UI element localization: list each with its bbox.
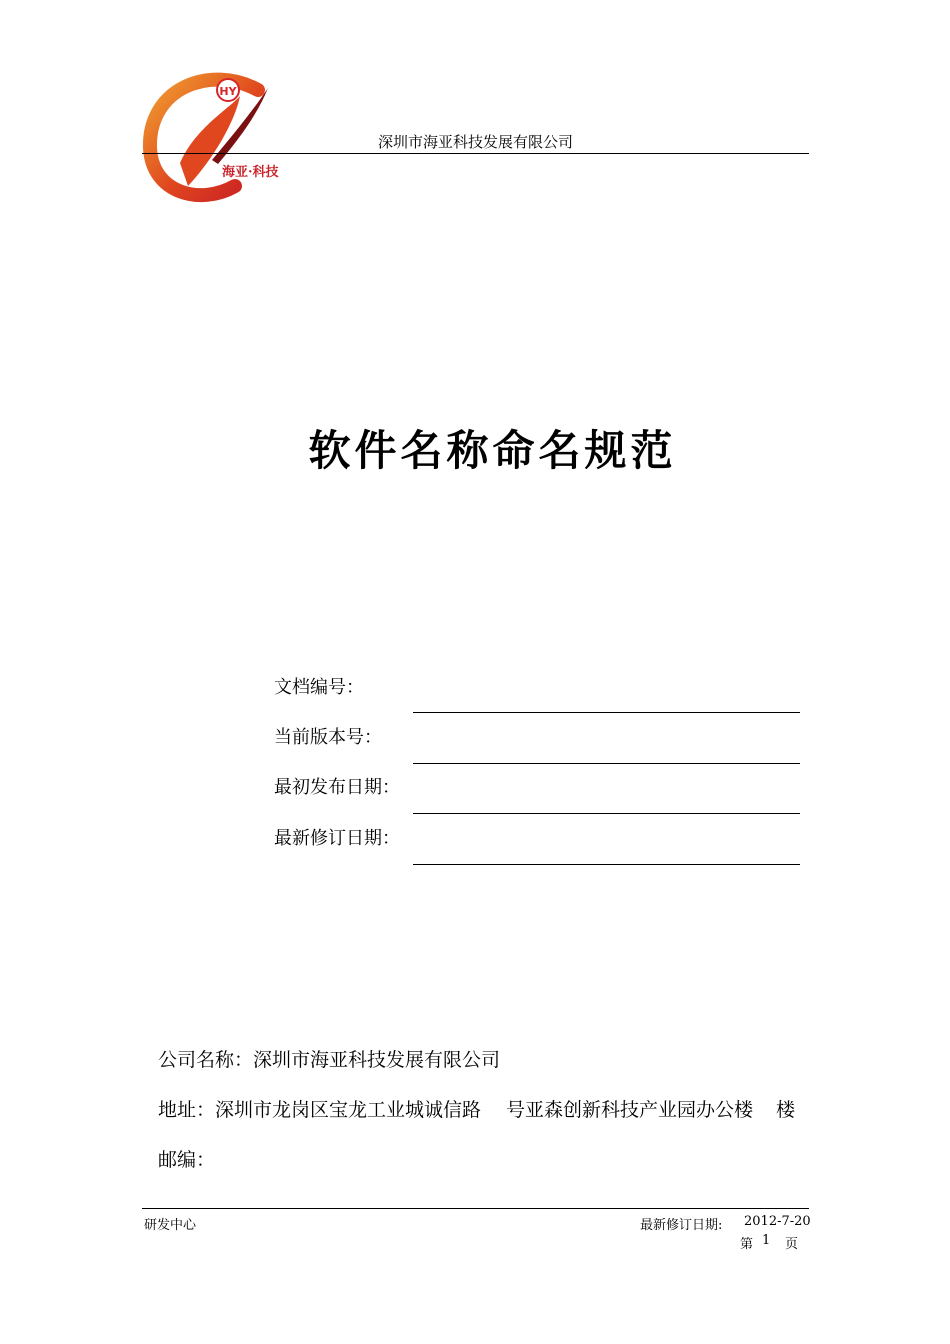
footer-page-number: 1	[762, 1233, 771, 1248]
address-part-floor: 楼	[776, 1099, 796, 1121]
field-line-initial-release-date	[413, 813, 800, 814]
header-rule	[142, 153, 809, 154]
address-part-building: 号亚森创新科技产业园办公楼	[506, 1099, 754, 1121]
footer-revision-label: 最新修订日期:	[640, 1218, 723, 1233]
hy-tech-logo-icon	[140, 68, 300, 208]
field-line-latest-revision-date	[413, 864, 800, 865]
logo-monogram: HY	[219, 85, 237, 98]
field-line-current-version	[413, 763, 800, 764]
document-title: 软件名称命名规范	[308, 426, 677, 475]
header-company-name: 深圳市海亚科技发展有限公司	[378, 133, 574, 151]
footer-department: 研发中心	[144, 1218, 197, 1233]
footer-page-prefix: 第	[740, 1237, 754, 1252]
field-label-doc-number: 文档编号：	[274, 677, 364, 698]
logo-wordmark: 海亚·科技	[222, 165, 279, 180]
field-label-initial-release-date: 最初发布日期：	[274, 777, 400, 798]
address-part-street: 地址：深圳市龙岗区宝龙工业城诚信路	[158, 1099, 482, 1121]
field-line-doc-number	[413, 712, 800, 713]
footer-page-suffix: 页	[785, 1237, 799, 1252]
company-logo	[140, 68, 300, 208]
field-label-current-version: 当前版本号：	[274, 727, 382, 748]
company-postcode-label: 邮编：	[158, 1149, 216, 1171]
footer-revision-date: 2012-7-20	[744, 1214, 811, 1229]
company-name-line: 公司名称：深圳市海亚科技发展有限公司	[158, 1049, 501, 1071]
field-label-latest-revision-date: 最新修订日期：	[274, 828, 400, 849]
company-address-line	[0, 1095, 950, 1125]
footer-rule	[142, 1208, 809, 1209]
